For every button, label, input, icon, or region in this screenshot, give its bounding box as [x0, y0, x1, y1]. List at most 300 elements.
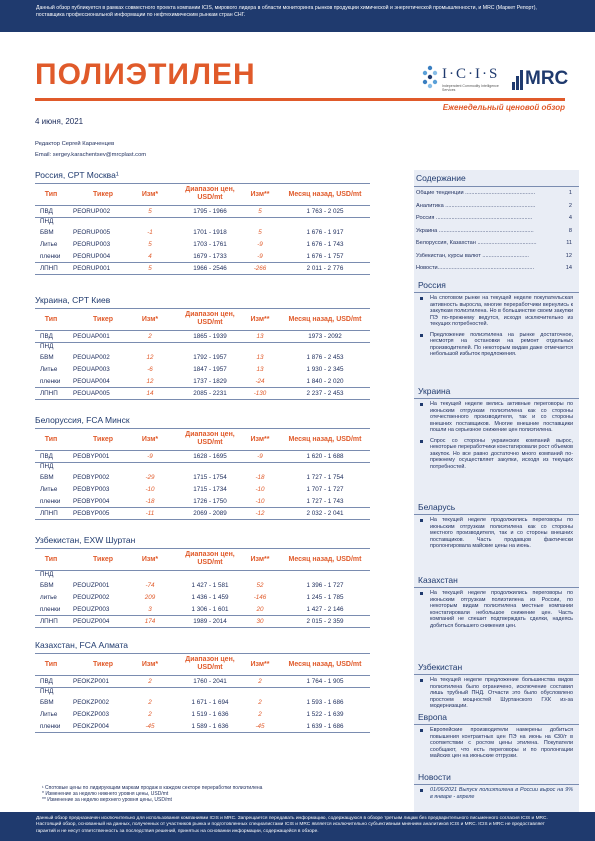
cell-prod: ЛПНП — [40, 390, 58, 397]
cell-c2: 1966 - 2546 — [193, 265, 227, 272]
column-header-chg1: Изм* — [141, 316, 159, 323]
cell-c2: 1 436 - 1 459 — [191, 594, 229, 601]
summary-bullet — [414, 399, 579, 436]
toc-item[interactable] — [416, 213, 576, 226]
toc-item-page: 14 — [565, 265, 572, 271]
toc-item-label: Новости.............................................................. — [416, 265, 535, 271]
price-section — [35, 535, 370, 628]
summary-section — [414, 710, 579, 762]
cell-c4: 1 522 - 1 639 — [306, 711, 344, 718]
cell-c3: -10 — [255, 486, 265, 493]
table-header — [35, 309, 370, 331]
column-header-chg2: Изм** — [250, 436, 270, 443]
cell-prod: ЛПНП — [40, 510, 58, 517]
summary-bullet — [414, 436, 579, 473]
cell-c3: -10 — [255, 498, 265, 505]
cell-tick: PEOUZP003 — [73, 606, 110, 613]
cell-c2: 1760 - 2041 — [193, 678, 227, 685]
column-header-range: Диапазон цен, USD/mt — [185, 551, 235, 566]
group-label-row — [35, 343, 370, 352]
toc-item[interactable] — [416, 226, 576, 239]
cell-c4: 1 427 - 2 146 — [306, 606, 344, 613]
column-header-chg2: Изм** — [250, 316, 270, 323]
cell-tick: PEOBYP005 — [73, 510, 110, 517]
column-header-range: Диапазон цен, USD/mt — [185, 186, 235, 201]
cell-prod: ЛПНП — [40, 618, 58, 625]
bullet-icon — [420, 729, 423, 732]
column-header-type: Тип — [44, 436, 58, 443]
column-header-month: Месяц назад, USD/mt — [288, 661, 362, 668]
top-banner-text: Данный обзор публикуется в рамках совместного проекта компании ICIS, мирового лидера в области мониторинга рынков продукции химической и энергетической промышленности, и MRC (Маркет Репорт), поставщика профессиональной информации по нефтехимическим рынкам стран СНГ. — [36, 5, 537, 18]
cell-c3: -9 — [257, 453, 263, 460]
cell-prod: пленки — [40, 253, 61, 260]
cell-prod: БВМ — [40, 474, 54, 481]
cell-c1: -11 — [145, 510, 155, 517]
cell-prod: Литье — [40, 486, 58, 493]
summary-section — [414, 770, 579, 802]
toc-item-label: Аналитика .......................................................... — [416, 202, 536, 209]
bullet-icon — [420, 403, 423, 406]
cell-c4: 1 707 - 1 727 — [306, 486, 344, 493]
price-section — [35, 170, 370, 275]
editor-name: Редактор Сергей Караченцев — [35, 141, 115, 147]
summary-title: Европа — [414, 710, 579, 725]
column-header-ticker: Тикер — [93, 556, 113, 563]
column-header-range: Диапазон цен, USD/mt — [185, 431, 235, 446]
summary-title: Новости — [414, 770, 579, 785]
cell-tick: PEOKZP003 — [73, 711, 110, 718]
column-header-type: Тип — [44, 661, 58, 668]
cell-c4: 1 396 - 1 727 — [306, 582, 344, 589]
table-row — [35, 376, 370, 388]
cell-c4: 2 015 - 2 359 — [306, 618, 344, 625]
summary-title: Украина — [414, 384, 579, 399]
cell-c2: 1847 - 1957 — [193, 366, 227, 373]
cell-c3: -18 — [255, 474, 265, 481]
toc-item[interactable] — [416, 251, 576, 264]
table-row — [35, 472, 370, 484]
column-header-month: Месяц назад, USD/mt — [288, 556, 362, 563]
cell-c2: 1703 - 1761 — [193, 241, 227, 248]
cell-c3: 5 — [258, 229, 262, 236]
cell-tick: PEOUAP005 — [73, 390, 110, 397]
summary-section — [414, 278, 579, 360]
cell-tick: PEORUP005 — [73, 229, 111, 236]
column-header-type: Тип — [44, 191, 58, 198]
price-section — [35, 415, 370, 520]
cell-c3: -9 — [257, 253, 263, 260]
cell-c3: 2 — [258, 678, 262, 685]
mrc-logo — [512, 66, 568, 92]
cell-c2: 1 427 - 1 581 — [191, 582, 229, 589]
bullet-text: Предложение полиэтилена на рынке достаточное, несмотря на остановки на ремонт отдельных производителей. По некоторым видам даже отмечается небольшой избыток предложения. — [430, 331, 573, 357]
cell-c1: 14 — [146, 390, 154, 397]
cell-prod: ПВД — [40, 678, 53, 685]
column-header-month: Месяц назад, USD/mt — [288, 191, 362, 198]
cell-c1: -18 — [145, 498, 155, 505]
cell-c2: 1679 - 1733 — [193, 253, 227, 260]
cell-c4: 1973 - 2092 — [308, 333, 342, 340]
cell-prod: ПВД — [40, 333, 53, 340]
summary-title: Россия — [414, 278, 579, 293]
column-header-ticker: Тикер — [93, 661, 113, 668]
summary-title: Узбекистан — [414, 660, 579, 675]
bullet-icon — [420, 592, 423, 595]
section-title: Украина, CPT Киев — [35, 295, 370, 309]
icis-wordmark: I·C·I·S — [442, 66, 500, 82]
cell-c4: 1 727 - 1 754 — [306, 474, 344, 481]
toc-item-page: 1 — [568, 190, 572, 196]
top-banner — [0, 0, 595, 32]
table-row — [35, 508, 370, 520]
cell-c2: 1701 - 1918 — [193, 229, 227, 236]
cell-prod: ПВД — [40, 208, 53, 215]
toc-item-page: 2 — [568, 202, 572, 209]
cell-tick: PEOBYP003 — [73, 486, 110, 493]
cell-c3: -24 — [255, 378, 265, 385]
title-divider — [35, 98, 565, 101]
cell-c4: 1 676 - 1 743 — [306, 241, 344, 248]
price-section — [35, 640, 370, 733]
table-row — [35, 592, 370, 604]
cell-c2: 1628 - 1695 — [193, 453, 227, 460]
table-row — [35, 331, 370, 343]
table-row — [35, 451, 370, 463]
column-header-month: Месяц назад, USD/mt — [288, 436, 362, 443]
cell-c3: 2 — [258, 699, 262, 706]
table-of-contents — [416, 188, 576, 276]
cell-prod: пленки — [40, 723, 61, 730]
cell-c3: -266 — [253, 265, 267, 272]
summary-bullet — [414, 675, 579, 712]
section-title: Белоруссия, FCA Минск — [35, 415, 370, 429]
section-title: Казахстан, FCA Алмата — [35, 640, 370, 654]
sidebar-panel — [414, 170, 579, 812]
cell-c4: 1 639 - 1 686 — [306, 723, 344, 730]
cell-c2: 1792 - 1957 — [193, 354, 227, 361]
cell-c4: 1 763 - 2 025 — [306, 208, 344, 215]
table-row — [35, 206, 370, 218]
bullet-text: 01/06/2021 Выпуск полиэтилена в России вырос на 9% в январе - апреле — [430, 787, 573, 800]
cell-c1: -10 — [145, 486, 155, 493]
cell-tick: PEOKZP002 — [73, 699, 110, 706]
cell-prod: Литье — [40, 711, 58, 718]
column-header-chg1: Изм* — [141, 436, 159, 443]
section-title: Россия, CPT Москва¹ — [35, 170, 370, 184]
report-subtitle: Еженедельный ценовой обзор — [442, 103, 565, 112]
column-header-ticker: Тикер — [93, 191, 113, 198]
table-row — [35, 496, 370, 508]
footnotes — [42, 785, 262, 804]
table-row — [35, 227, 370, 239]
column-header-ticker: Тикер — [93, 436, 113, 443]
cell-c1: 5 — [148, 208, 152, 215]
cell-c2: 2069 - 2089 — [193, 510, 227, 517]
editor-email[interactable]: Email: sergey.karachentsev@mrcplast.com — [35, 152, 147, 158]
bullet-icon — [420, 789, 423, 792]
cell-c3: 2 — [258, 711, 262, 718]
bullet-icon — [420, 519, 423, 522]
cell-c3: 20 — [256, 606, 264, 613]
mrc-bars-icon — [512, 70, 524, 90]
news-item[interactable] — [414, 785, 579, 802]
column-header-type: Тип — [44, 316, 58, 323]
cell-tick: PEOBYP002 — [73, 474, 110, 481]
column-header-chg2: Изм** — [250, 191, 270, 198]
price-section — [35, 295, 370, 400]
cell-c4: 1 930 - 2 345 — [306, 366, 344, 373]
cell-c4: 2 032 - 2 041 — [306, 510, 344, 517]
column-header-range: Диапазон цен, USD/mt — [185, 656, 235, 671]
summary-section — [414, 660, 579, 712]
cell-c2: 1989 - 2014 — [193, 618, 227, 625]
group-label-row — [35, 571, 370, 580]
cell-tick: PEORUP002 — [73, 208, 111, 215]
cell-prod: Литье — [40, 241, 58, 248]
mrc-wordmark: MRC — [525, 68, 569, 89]
cell-c1: 209 — [144, 594, 156, 601]
table-header — [35, 184, 370, 206]
toc-item-label: Общие тенденции ............................................. — [416, 190, 536, 196]
icis-tagline: Independent Commodity Intelligence Services — [442, 84, 499, 92]
cell-c1: 174 — [144, 618, 156, 625]
table-row — [35, 580, 370, 592]
cell-prod: БВМ — [40, 354, 54, 361]
cell-tick: PEOBYP001 — [73, 453, 110, 460]
cell-tick: PEOKZP004 — [73, 723, 110, 730]
footnote: ** Изменение за неделю верхнего уровня цены, USD/mt — [42, 797, 172, 804]
cell-c4: 1 840 - 2 020 — [306, 378, 344, 385]
section-title: Узбекистан, EXW Шуртан — [35, 535, 370, 549]
cell-tick: PEORUP003 — [73, 241, 111, 248]
cell-c2: 1 671 - 1 694 — [191, 699, 229, 706]
bullet-text: На текущей неделе продолжились переговоры по июньским отгрузкам полиэтилена из России, по некоторым видам полиэтилена местные компании констатировали небольшое снижение цен. Часть компаний не спешит подтверждать сделки, надеясь добиться большего снижения цен. — [430, 590, 573, 629]
table-header — [35, 429, 370, 451]
cell-c4: 2 011 - 2 776 — [306, 265, 344, 272]
cell-prod: ПНД — [40, 343, 54, 350]
bullet-text: На спотовом рынке на текущей неделе покупательская активность выросла, многие переработчики вернулись к закупкам полиэтилена. Но в большинстве своем закупки ПЭ по-прежнему ведутся, исходя исключительно из текущих потребностей. — [430, 295, 573, 327]
cell-prod: БВМ — [40, 699, 54, 706]
summary-bullet — [414, 330, 579, 360]
cell-c3: 5 — [258, 208, 262, 215]
summary-bullet — [414, 515, 579, 552]
cell-c3: 52 — [256, 582, 264, 589]
table-row — [35, 484, 370, 496]
disclaimer-text: Данный обзор предназначен исключительно для использования компаниями ICIS и MRC. Запрещается передавать информацию, содержащуюся в обзоре третьим лицам без предварительного письменного согласия ICIS и MRC. Настоящий обзор, основанный на данных, полученных от участников рынка и подготовленных специалистами ICIS и MRC является исключительно субъективным мнением аналитиков ICIS и MRC. ICIS и MRC не предоставляет гарантий и не несут ответственность за последствия решений, принятых на основании информации, содержащейся в обзоре. — [36, 816, 548, 834]
cell-c1: 12 — [146, 354, 154, 361]
table-row — [35, 263, 370, 275]
bullet-text: На текущей неделе велись активные переговоры по июньским отгрузкам полиэтилена как со стороны отечественного производителя, так и со стороны внешних поставщиков. Многие внешние поставщики пошли на серьезное снижение цен полиэтилена. — [430, 401, 573, 433]
table-row — [35, 676, 370, 688]
page-title: ПОЛИЭТИЛЕН — [35, 58, 256, 91]
cell-prod: ПНД — [40, 218, 54, 225]
cell-tick: PEOUAP001 — [73, 333, 110, 340]
cell-c2: 1 519 - 1 636 — [191, 711, 229, 718]
toc-item-page: 11 — [566, 240, 572, 246]
toc-item-label: Украина ............................................................. — [416, 227, 534, 234]
column-header-chg1: Изм* — [141, 191, 159, 198]
summary-bullet — [414, 725, 579, 762]
cell-c1: -45 — [145, 723, 155, 730]
cell-c1: 2 — [148, 699, 152, 706]
group-label-row — [35, 218, 370, 227]
cell-c2: 1726 - 1750 — [193, 498, 227, 505]
bullet-text: Спрос со стороны украинских компаний вырос, некоторые переработчики констатировали рост объемов закупок. Но все равно достаточно много компаний по-прежнему осуществляет закупки, исходя из текущих потребностей. — [430, 437, 573, 470]
cell-c2: 1737 - 1829 — [193, 378, 227, 385]
bullet-icon — [420, 679, 423, 682]
cell-c3: 13 — [256, 333, 264, 340]
group-label-row — [35, 688, 370, 697]
summary-bullet — [414, 588, 579, 631]
toc-item[interactable] — [416, 238, 576, 251]
table-row — [35, 251, 370, 263]
bottom-banner — [0, 812, 595, 841]
cell-tick: PEORUP004 — [73, 253, 111, 260]
cell-tick: PEOUZP001 — [73, 582, 110, 589]
cell-c2: 1 589 - 1 636 — [191, 723, 229, 730]
column-header-range: Диапазон цен, USD/mt — [185, 311, 235, 326]
cell-c1: 4 — [148, 253, 152, 260]
summary-section — [414, 573, 579, 631]
cell-c2: 1715 - 1734 — [193, 486, 227, 493]
toc-item[interactable] — [416, 201, 576, 214]
column-header-ticker: Тикер — [93, 316, 113, 323]
summary-title: Беларусь — [414, 500, 579, 515]
footnote: ¹ Спотовые цены по лидирующим маркам продаж в каждом секторе переработки полиэтилена — [42, 785, 263, 791]
cell-c2: 1715 - 1754 — [193, 474, 227, 481]
toc-item-page: 4 — [568, 215, 572, 221]
column-header-chg1: Изм* — [141, 556, 159, 563]
cell-tick: PEOBYP004 — [73, 498, 110, 505]
bullet-icon — [420, 440, 423, 443]
cell-prod: ПНД — [40, 571, 54, 578]
cell-c4: 1 620 - 1 688 — [306, 453, 344, 460]
cell-c1: 2 — [148, 333, 152, 340]
cell-c4: 1 593 - 1 686 — [306, 699, 344, 706]
summary-bullet — [414, 293, 579, 330]
table-header — [35, 549, 370, 571]
cell-c4: 1 676 - 1 757 — [306, 253, 344, 260]
cell-tick: PEOUAP004 — [73, 378, 110, 385]
cell-tick: PEOUZP002 — [73, 594, 110, 601]
cell-c1: -29 — [145, 474, 155, 481]
toc-item-label: Узбекистан, курсы валют .............................. — [416, 252, 529, 259]
cell-c4: 1 876 - 2 453 — [306, 354, 344, 361]
cell-c3: 30 — [256, 618, 264, 625]
cell-c4: 1 727 - 1 743 — [306, 498, 344, 505]
column-header-chg2: Изм** — [250, 556, 270, 563]
toc-item-page: 12 — [565, 252, 572, 259]
summary-section — [414, 384, 579, 472]
bullet-icon — [420, 334, 423, 337]
toc-title: Содержание — [414, 170, 579, 187]
cell-c4: 2 237 - 2 453 — [306, 390, 344, 397]
table-row — [35, 709, 370, 721]
cell-c1: -6 — [147, 366, 153, 373]
cell-prod: пленки — [40, 606, 61, 613]
cell-c2: 1 306 - 1 601 — [191, 606, 229, 613]
bullet-icon — [420, 297, 423, 300]
cell-c3: 13 — [256, 366, 264, 373]
cell-c1: 5 — [148, 241, 152, 248]
table-row — [35, 388, 370, 400]
cell-tick: PEOKZP001 — [73, 678, 110, 685]
cell-prod: ПНД — [40, 688, 54, 695]
cell-c1: 2 — [148, 711, 152, 718]
cell-c1: 5 — [148, 265, 152, 272]
toc-item-label: Россия .............................................................. — [416, 215, 533, 221]
cell-prod: Литье — [40, 366, 58, 373]
cell-prod: ЛПНП — [40, 265, 58, 272]
cell-prod: пленки — [40, 378, 61, 385]
report-date: 4 июня, 2021 — [35, 117, 84, 126]
cell-c4: 1 676 - 1 917 — [306, 229, 344, 236]
cell-c2: 1865 - 1939 — [193, 333, 227, 340]
cell-c2: 2085 - 2231 — [193, 390, 227, 397]
table-row — [35, 697, 370, 709]
column-header-chg2: Изм** — [250, 661, 270, 668]
cell-c2: 1795 - 1966 — [193, 208, 227, 215]
cell-tick: PEOUZP004 — [73, 618, 110, 625]
table-row — [35, 604, 370, 616]
cell-c1: 2 — [148, 678, 152, 685]
column-header-month: Месяц назад, USD/mt — [288, 316, 362, 323]
cell-c1: 3 — [148, 606, 152, 613]
summary-section — [414, 500, 579, 552]
cell-c3: -130 — [253, 390, 267, 397]
cell-c1: -9 — [147, 453, 153, 460]
bullet-text: На текущей неделе предложение большинства видов полиэтилена было ограничено, исключение составил лишь трубный ПНД. Отчасти это было обусловлено простоем мощностей Шуртанского ГХК из-за модернизации. — [430, 677, 573, 709]
cell-c3: -45 — [255, 723, 265, 730]
cell-prod: пленки — [40, 498, 61, 505]
footnote: * Изменение за неделю нижнего уровня цены, USD/mt — [42, 791, 169, 798]
cell-c1: -1 — [147, 229, 153, 236]
cell-c1: 12 — [146, 378, 154, 385]
summary-title: Казахстан — [414, 573, 579, 588]
table-row — [35, 364, 370, 376]
bullet-text: Европейские производители намерены добиться повышения контрактных цен ПЭ на июнь на €30/т в соответствии с ростом цены этилена. Покупатели сообщают, что есть переговоры и по пролонгации майских цен на июньские отгрузки. — [430, 727, 573, 759]
toc-item-label: Белоруссия, Казахстан ...................................... — [416, 240, 537, 246]
cell-prod: ПНД — [40, 463, 54, 470]
toc-item[interactable] — [416, 263, 576, 276]
cell-prod: БВМ — [40, 229, 54, 236]
cell-tick: PEOUAP002 — [73, 354, 110, 361]
column-header-type: Тип — [44, 556, 58, 563]
cell-tick: PEORUP001 — [73, 265, 111, 272]
table-row — [35, 352, 370, 364]
column-header-chg1: Изм* — [141, 661, 159, 668]
toc-item[interactable] — [416, 188, 576, 201]
table-row — [35, 239, 370, 251]
table-row — [35, 616, 370, 628]
cell-c4: 1 764 - 1 905 — [306, 678, 344, 685]
group-label-row — [35, 463, 370, 472]
cell-c1: -74 — [145, 582, 155, 589]
cell-prod: БВМ — [40, 582, 54, 589]
bullet-text: На текущей неделе продолжились переговоры по июньским отгрузкам полиэтилена как со стороны местного производителя, так и со стороны внешних поставщиков. Часть продавцов фактически пролонгировала майские цены на июнь. — [430, 517, 573, 549]
cell-c3: -9 — [257, 241, 263, 248]
cell-c4: 1 245 - 1 785 — [306, 594, 344, 601]
toc-item-page: 8 — [568, 227, 572, 234]
cell-prod: литье — [40, 594, 57, 601]
cell-c3: 13 — [256, 354, 264, 361]
cell-c3: -146 — [253, 594, 267, 601]
cell-tick: PEOUAP003 — [73, 366, 110, 373]
cell-prod: ПВД — [40, 453, 53, 460]
table-header — [35, 654, 370, 676]
cell-c3: -12 — [255, 510, 265, 517]
table-row — [35, 721, 370, 733]
